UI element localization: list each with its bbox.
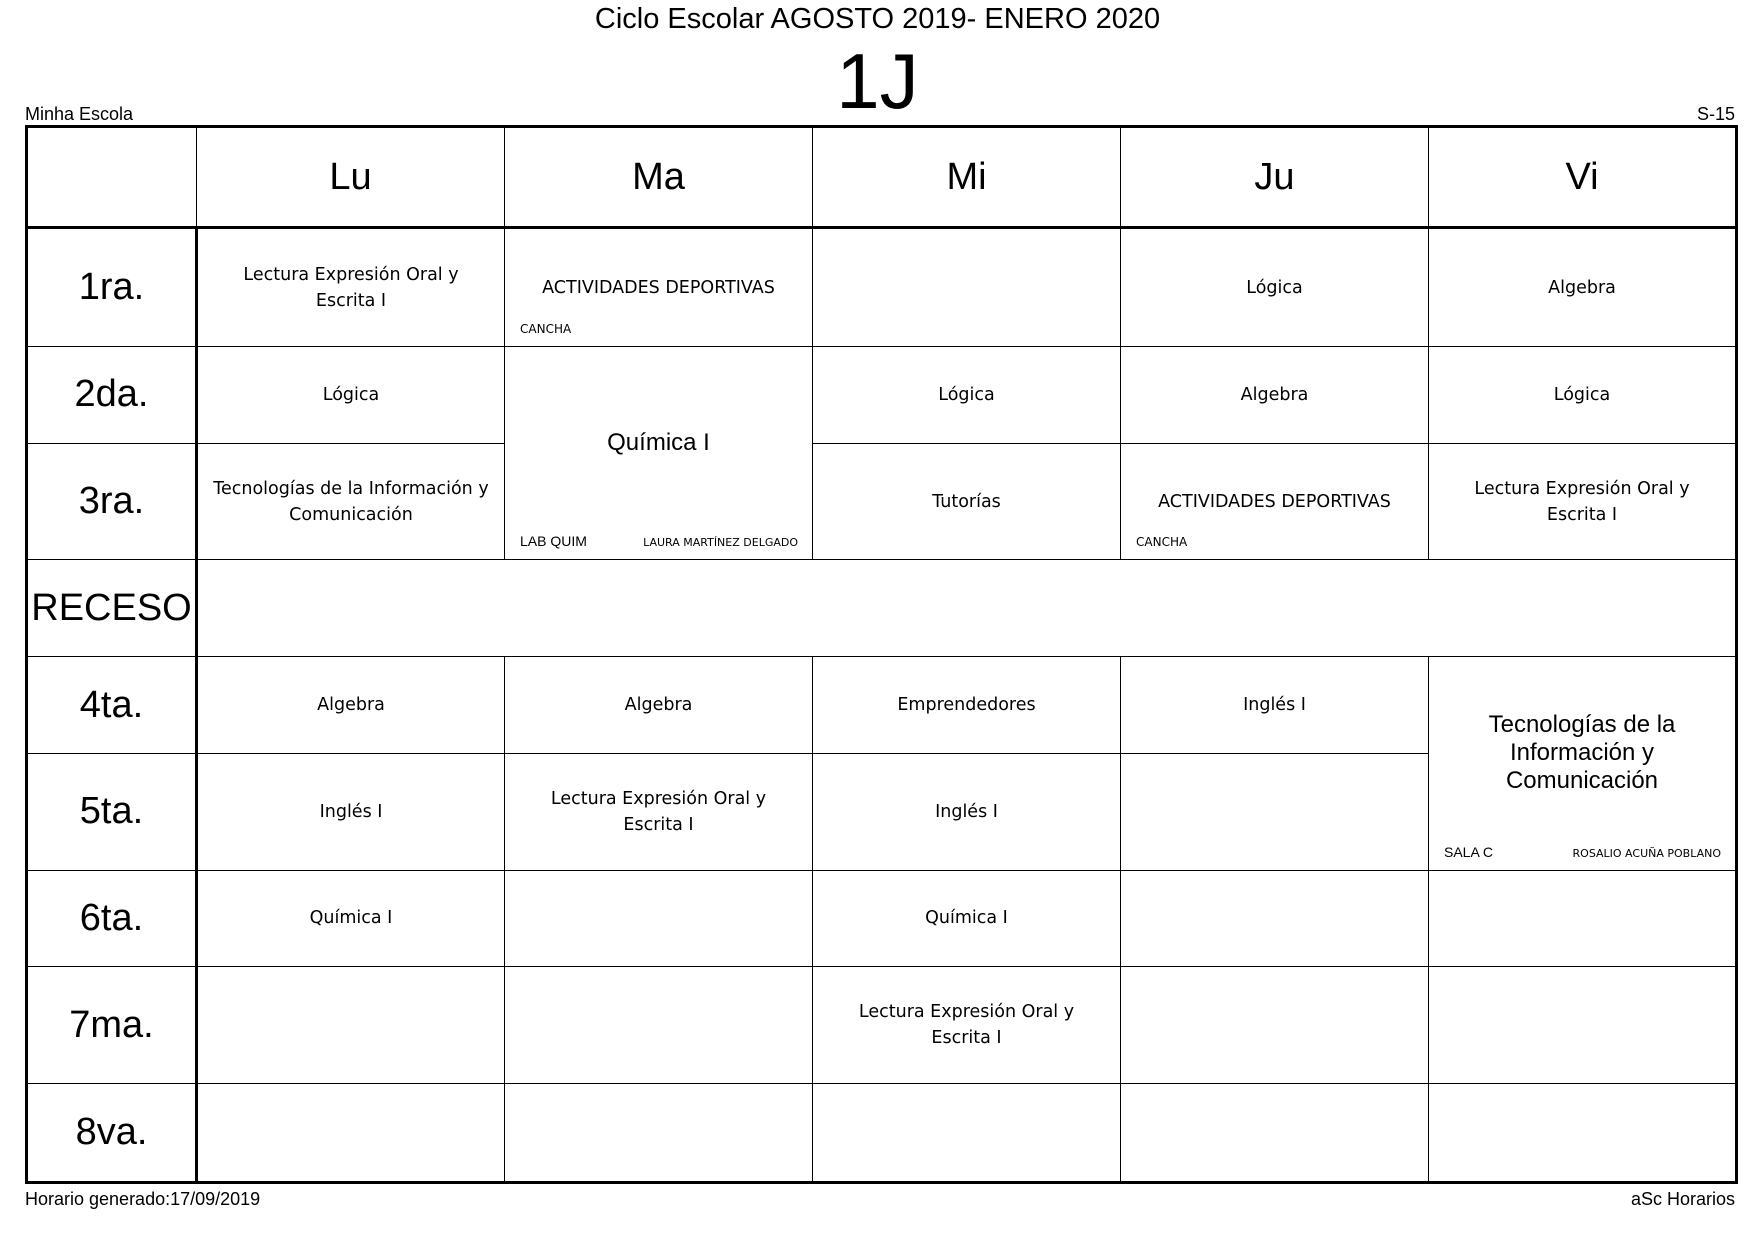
lesson-cell — [1121, 346, 1429, 443]
lesson-cell — [1121, 657, 1429, 754]
lesson-cell — [505, 753, 813, 870]
lesson-cell — [813, 657, 1121, 754]
recess-row — [27, 560, 1737, 657]
empty-cell — [813, 1083, 1121, 1182]
period-row — [27, 1083, 1737, 1182]
subject-name: Tecnologías de la Información y Comunicación — [1488, 711, 1676, 795]
group-name: 1J — [836, 37, 919, 125]
empty-cell — [1121, 753, 1429, 870]
lesson-cell — [505, 228, 813, 347]
teacher-name: LAURA MARTÍNEZ DELGADO — [643, 536, 798, 550]
empty-cell — [505, 1083, 813, 1182]
school-name: Minha Escola — [25, 104, 134, 124]
lesson-cell — [1429, 443, 1737, 560]
subject-name: Inglés I — [1243, 695, 1306, 716]
lesson-cell — [1121, 228, 1429, 347]
subject-name: Lectura Expresión Oral y Escrita I — [858, 1002, 1075, 1049]
lesson-cell — [813, 753, 1121, 870]
period-label: 5ta. — [27, 753, 197, 870]
subject-name: Tutorías — [932, 491, 1001, 512]
lesson-cell — [197, 657, 505, 754]
day-header: Ju — [1121, 127, 1429, 228]
subject-name: Lectura Expresión Oral y Escrita I — [550, 788, 767, 835]
subject-name: Algebra — [1240, 384, 1309, 405]
day-header-row — [27, 127, 1737, 228]
lesson-cell — [505, 657, 813, 754]
period-row — [27, 870, 1737, 967]
lesson-cell — [197, 753, 505, 870]
subject-name: Lógica — [1246, 277, 1303, 298]
room-label: CANCHA — [520, 321, 572, 336]
lesson-cell — [813, 870, 1121, 967]
room-label: LAB QUIM — [520, 533, 587, 550]
subject-name: Lectura Expresión Oral y Escrita I — [1474, 478, 1690, 525]
period-label: 8va. — [27, 1083, 197, 1182]
period-label: 6ta. — [27, 870, 197, 967]
subject-name: Química I — [925, 908, 1008, 929]
lesson-cell — [197, 870, 505, 967]
subject-name: Algebra — [624, 695, 693, 716]
teacher-name: ROSALIO ACUÑA POBLANO — [1572, 846, 1721, 860]
subject-name: Inglés I — [319, 801, 383, 822]
timetable-grid — [25, 125, 1738, 1184]
subject-name: ACTIVIDADES DEPORTIVAS — [542, 277, 775, 298]
period-label: 2da. — [27, 346, 197, 443]
lesson-cell — [1429, 346, 1737, 443]
subject-name: Algebra — [317, 695, 385, 716]
empty-cell — [1121, 870, 1429, 967]
empty-cell — [1429, 870, 1737, 967]
empty-cell — [505, 967, 813, 1084]
period-row — [27, 443, 1737, 560]
lesson-cell — [813, 346, 1121, 443]
day-header: Lu — [197, 127, 505, 228]
room-label: CANCHA — [1136, 535, 1188, 550]
subject-name: Tecnologías de la Información y Comunicación — [213, 478, 489, 525]
recess-cell — [197, 560, 1737, 657]
day-header: Vi — [1429, 127, 1737, 228]
room-label: SALA C — [1444, 843, 1494, 860]
lesson-cell — [197, 346, 505, 443]
period-label: 4ta. — [27, 657, 197, 754]
lesson-cell — [1121, 443, 1429, 560]
room-code: S-15 — [1696, 104, 1735, 124]
lesson-cell — [813, 967, 1121, 1084]
period-row — [27, 967, 1737, 1084]
subject-name: Lógica — [322, 384, 380, 405]
subject-name: Química I — [607, 429, 710, 457]
corner-cell — [27, 127, 197, 228]
subject-name: ACTIVIDADES DEPORTIVAS — [1158, 491, 1391, 512]
period-row — [27, 228, 1737, 347]
period-label: 1ra. — [27, 228, 197, 347]
lesson-cell — [197, 443, 505, 560]
empty-cell — [1429, 1083, 1737, 1182]
empty-cell — [197, 1083, 505, 1182]
subject-name: Algebra — [1548, 277, 1616, 298]
empty-cell — [1121, 967, 1429, 1084]
subject-name: Inglés I — [935, 801, 998, 822]
subject-name: Lógica — [1553, 384, 1611, 405]
recess-label: RECESO — [27, 560, 197, 657]
lesson-cell-double — [1429, 657, 1737, 870]
subject-name: Emprendedores — [897, 695, 1036, 716]
empty-cell — [505, 870, 813, 967]
period-label: 7ma. — [27, 967, 197, 1084]
day-header: Ma — [505, 127, 813, 228]
lesson-cell — [1429, 228, 1737, 347]
lesson-cell — [197, 228, 505, 347]
empty-cell — [1121, 1083, 1429, 1182]
empty-cell — [1429, 967, 1737, 1084]
software-credit: aSc Horarios — [1630, 1189, 1735, 1209]
period-row — [27, 657, 1737, 754]
generated-date: Horario generado:17/09/2019 — [25, 1189, 261, 1209]
schedule-title: Ciclo Escolar AGOSTO 2019- ENERO 2020 — [594, 3, 1161, 35]
empty-cell — [197, 967, 505, 1084]
period-row — [27, 346, 1737, 443]
day-header: Mi — [813, 127, 1121, 228]
period-label: 3ra. — [27, 443, 197, 560]
lesson-cell — [813, 443, 1121, 560]
empty-cell — [813, 228, 1121, 347]
subject-name: Lectura Expresión Oral y Escrita I — [243, 264, 459, 311]
lesson-cell-double — [505, 346, 813, 559]
subject-name: Lógica — [938, 384, 995, 405]
subject-name: Química I — [309, 908, 393, 929]
